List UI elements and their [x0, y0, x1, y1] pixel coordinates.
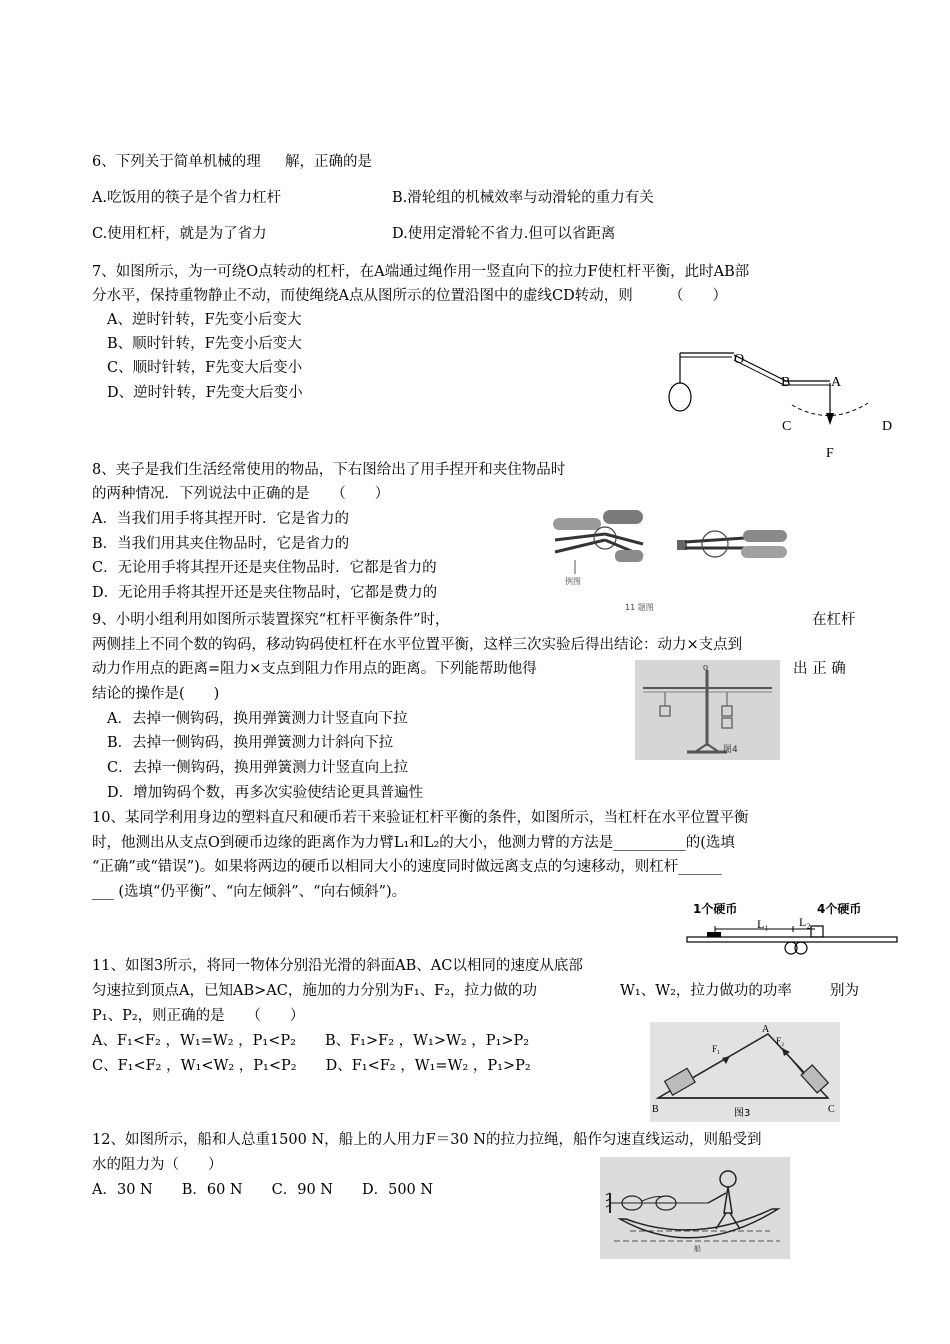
q11-options-cd: C、F₁<F₂ ，W₁<W₂ ，P₁<P₂ D、F₁<F₂ ，W₁=W₂ ，P₁>P₂ [92, 1058, 531, 1074]
q9-lever-figure [635, 660, 780, 760]
q9-fig-o: o [703, 662, 708, 673]
q11-fig-f1: F₁ [712, 1044, 721, 1054]
q8-stem-line2: 的两种情况．下列说法中正确的是 （ ） [92, 486, 390, 502]
q9-stem-line2: 两侧挂上不同个数的钩码，移动钩码使杠杆在水平位置平衡，这样三次实验后得出结论：动力×支点到 [92, 637, 743, 653]
q8-option-d: D．无论用手将其捏开还是夹住物品时，它都是费力的 [92, 585, 438, 601]
q10-fig-l1: L₁ [757, 917, 769, 931]
q9-option-c: C．去掉一侧钩码，换用弹簧测力计竖直向上拉 [107, 760, 409, 776]
q11-fig-a: A [762, 1024, 770, 1035]
q7-option-c: C、顺时针转，F先变大后变小 [107, 360, 303, 376]
q10-ruler-figure [685, 896, 900, 956]
q11-stem-line2a: 匀速拉到顶点A，已知AB>AC，施加的力分别为F₁、F₂，拉力做的功 [92, 983, 538, 999]
q11-stem-line1: 11、如图3所示，将同一物体分别沿光滑的斜面AB、AC以相同的速度从底部 [92, 958, 583, 974]
q9-option-b: B．去掉一侧钩码，换用弹簧测力计斜向下拉 [107, 735, 394, 751]
q10-stem-line4: ___ (选填“仍平衡”、“向左倾斜”、“向右倾斜”)。 [92, 884, 407, 900]
q7-option-d: D、逆时针转，F先变大后变小 [107, 385, 303, 401]
q8-option-a: A．当我们用手将其捏开时．它是省力的 [92, 511, 349, 527]
q12-stem-line1: 12、如图所示，船和人总重1500 N，船上的人用力F＝30 N的拉力拉绳，船作匀速直线运动，则船受到 [92, 1132, 762, 1148]
q9-stem-line3a: 动力作用点的距离=阻力×支点到阻力作用点的距离。下列能帮助他得 [92, 661, 537, 677]
q6-option-a: A.吃饭用的筷子是个省力杠杆 [92, 190, 282, 206]
q6-stem-a: 6、下列关于简单机械的理 [92, 154, 261, 170]
q7-stem-line2: 分水平，保持重物静止不动，而使绳绕A点从图所示的位置沿图中的虚线CD转动，则 （ ） [92, 288, 727, 304]
q9-stem-line4: 结论的操作是( ) [92, 686, 220, 702]
q12-stem-line2: 水的阻力为（ ） [92, 1157, 223, 1173]
q11-fig-c: C [828, 1104, 835, 1115]
q11-options-ab: A、F₁<F₂ ，W₁=W₂ ，P₁<P₂ B、F₁>F₂ ，W₁>W₂ ，P₁>P₂ [92, 1033, 530, 1049]
q11-stem-line3: P₁、P₂，则正确的是 （ ） [92, 1008, 305, 1024]
q8-clip-figure [545, 500, 795, 615]
q9-fig-caption: 图4 [723, 745, 738, 755]
q7-label-a: A [831, 375, 842, 390]
q10-stem-line3: “正确”或“错误”)。如果将两边的硬币以相同大小的速度同时做远离支点的匀速移动，则杠杆______ [92, 859, 722, 875]
q10-fig-left-label: 1个硬币 [693, 902, 738, 916]
q7-label-d: D [882, 419, 893, 434]
q11-stem-line2c: 别为 [830, 983, 859, 999]
q6-option-c: C.使用杠杆，就是为了省力 [92, 226, 267, 242]
q10-stem-line2: 时，他测出从支点O到硬币边缘的距离作为力臂L₁和L₂的大小，他测力臂的方法是__________的(选填 [92, 835, 735, 851]
q9-stem-line3b: 出 正 确 [793, 661, 846, 677]
q7-label-f: F [826, 446, 834, 461]
q11-fig-caption: 图3 [734, 1108, 751, 1119]
q7-option-a: A、逆时针转，F先变小后变大 [107, 312, 302, 328]
q8-fig-caption: 11 题图 [625, 603, 654, 612]
q8-option-c: C．无论用手将其捏开还是夹住物品时．它都是省力的 [92, 560, 437, 576]
q12-boat-figure [600, 1157, 790, 1259]
q11-fig-f2: F₂ [776, 1036, 785, 1046]
q10-fig-right-label: 4个硬币 [817, 902, 862, 916]
q12-fig-boat-label: 船 [694, 1245, 701, 1253]
q7-label-c: C [782, 419, 792, 434]
q8-stem-line1: 8、夹子是我们生活经常使用的物品，下右图给出了用手捏开和夹住物品时 [92, 462, 566, 478]
q9-stem-line1b: 在杠杆 [812, 612, 856, 628]
q9-option-d: D．增加钩码个数，再多次实验使结论更具普遍性 [107, 785, 424, 801]
q7-stem-line1: 7、如图所示，为一可绕O点转动的杠杆，在A端通过绳作用一竖直向下的拉力F使杠杆平衡，此时AB部 [92, 264, 750, 280]
q7-label-b: B [781, 375, 791, 390]
q8-option-b: B．当我们用其夹住物品时，它是省力的 [92, 536, 350, 552]
q9-option-a: A．去掉一侧钩码，换用弹簧测力计竖直向下拉 [107, 711, 408, 727]
q11-fig-b: B [652, 1104, 659, 1115]
q7-label-o: O [734, 352, 745, 367]
q10-fig-l2: L₂ [799, 915, 811, 929]
q10-stem-line1: 10、某同学利用身边的塑料直尺和硬币若干来验证杠杆平衡的条件，如图所示，当杠杆在水平位置平衡 [92, 810, 749, 826]
q8-fig-small-label: 例图 [565, 577, 581, 586]
q6-option-b: B.滑轮组的机械效率与动滑轮的重力有关 [392, 190, 654, 206]
q11-stem-line2b: W₁、W₂，拉力做功的功率 [620, 983, 792, 999]
q9-stem-line1a: 9、小明小组利用如图所示装置探究“杠杆平衡条件”时， [92, 612, 450, 628]
q7-option-b: B、顺时针转，F先变小后变大 [107, 336, 302, 352]
q7-lever-figure [660, 345, 900, 465]
q11-incline-figure [650, 1022, 840, 1122]
q6-option-d: D.使用定滑轮不省力.但可以省距离 [392, 226, 616, 242]
q12-options: A．30 N B．60 N C．90 N D．500 N [92, 1182, 434, 1198]
q6-stem-b: 解，正确的是 [285, 154, 372, 170]
